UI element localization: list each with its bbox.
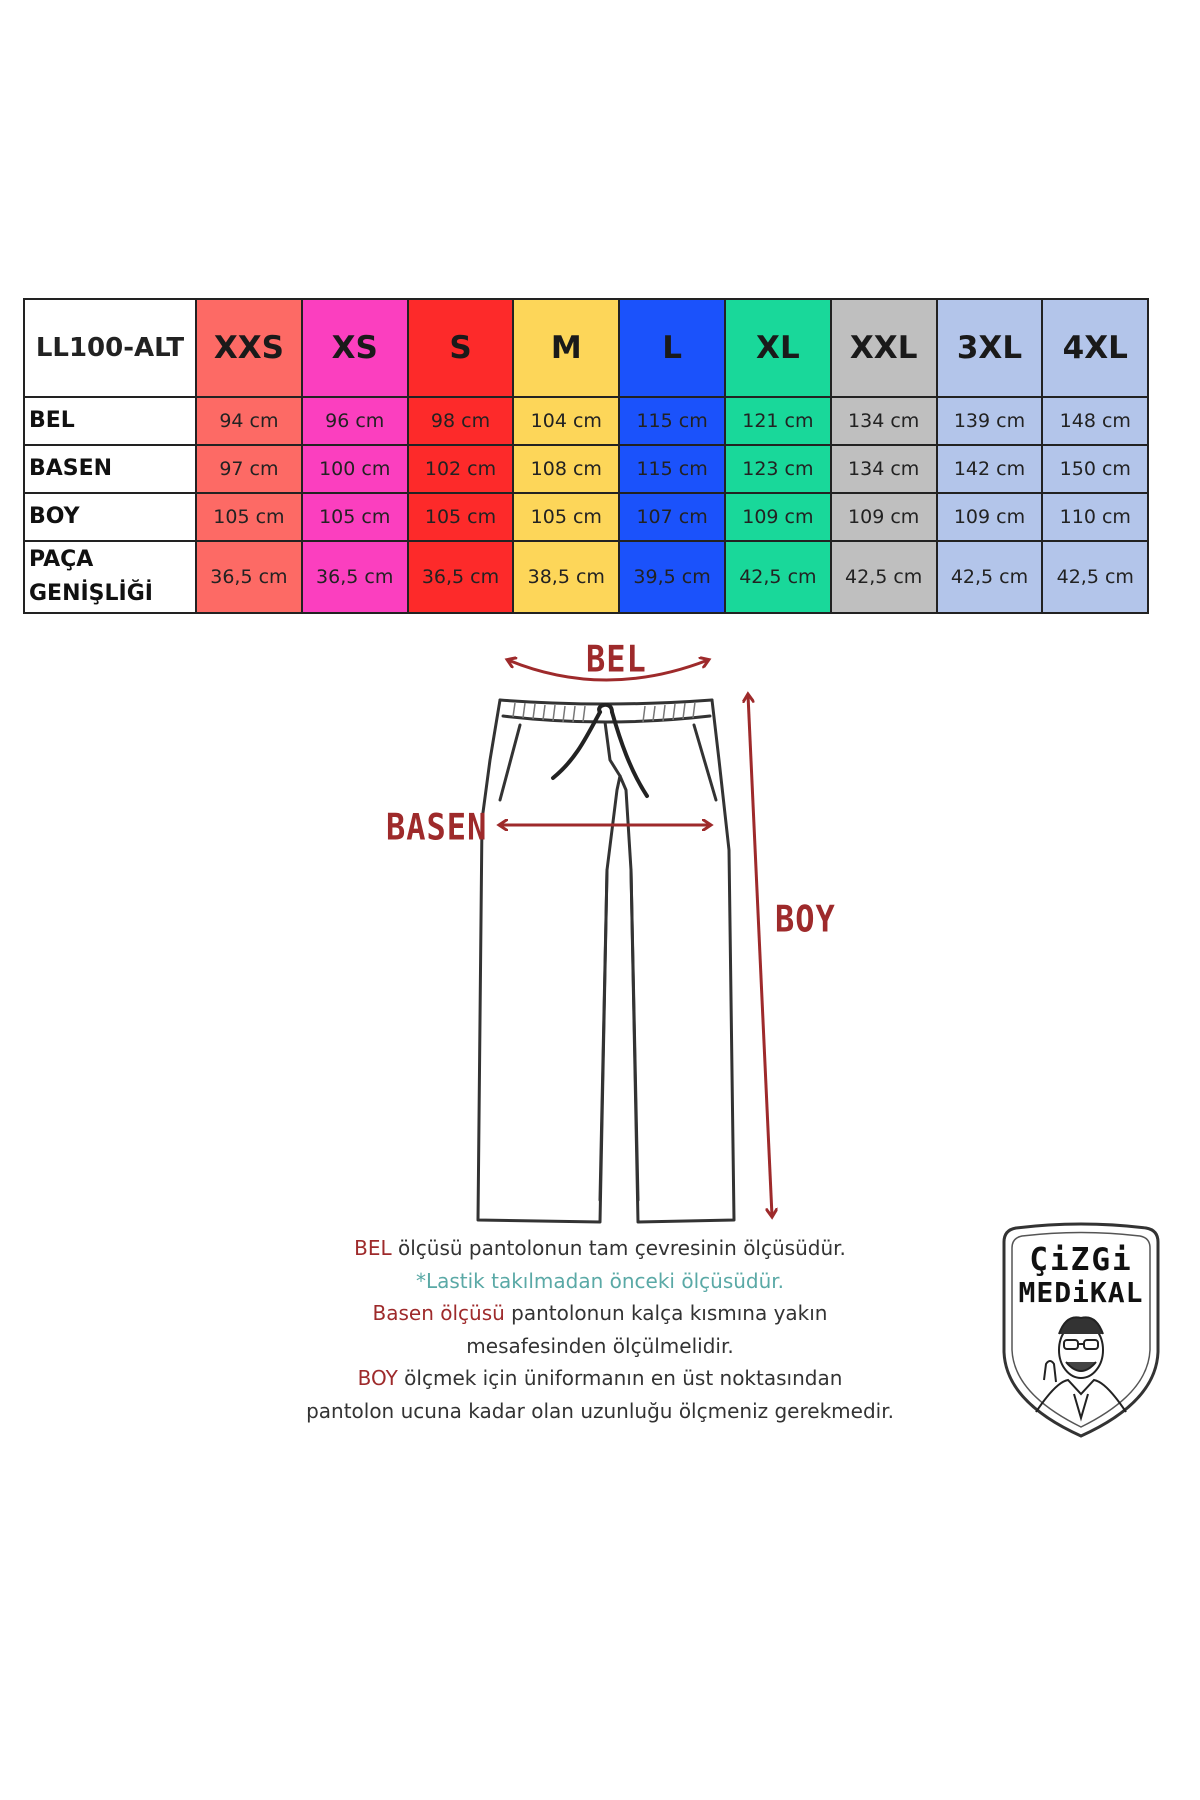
table-cell: 42,5 cm (937, 541, 1043, 613)
size-chart-table (23, 298, 1149, 614)
note-line-3 (200, 1297, 1000, 1330)
table-cell: 105 cm (513, 493, 619, 541)
basen-label: BASEN (386, 805, 488, 849)
table-cell: 42,5 cm (1042, 541, 1148, 613)
note-line-4: mesafesinden ölçülmelidir. (466, 1333, 734, 1358)
logo-text-line2: MEDiKAL (1018, 1276, 1144, 1309)
table-row-bel (24, 397, 1148, 445)
left-pocket (500, 725, 520, 800)
table-cell: 134 cm (831, 445, 937, 493)
size-header-s: S (408, 299, 514, 397)
table-cell: 42,5 cm (725, 541, 831, 613)
boy-label: BOY (775, 897, 836, 941)
table-cell: 139 cm (937, 397, 1043, 445)
table-cell: 36,5 cm (302, 541, 408, 613)
pants-outline (478, 700, 734, 1222)
table-cell: 150 cm (1042, 445, 1148, 493)
note-line-1 (200, 1232, 1000, 1265)
pants-right-leg (620, 700, 734, 1222)
table-row-paca-genisligi (24, 541, 1148, 613)
note-line-1-text: ölçüsü pantolonun tam çevresinin ölçüsüdür. (391, 1236, 846, 1260)
pants-left-leg (478, 700, 620, 1222)
table-row-basen (24, 445, 1148, 493)
table-cell: 142 cm (937, 445, 1043, 493)
table-cell: 100 cm (302, 445, 408, 493)
waistband-bottom (503, 716, 710, 722)
table-cell: 109 cm (831, 493, 937, 541)
table-cell: 109 cm (937, 493, 1043, 541)
table-cell: 42,5 cm (831, 541, 937, 613)
size-header-xs: XS (302, 299, 408, 397)
size-header-xl: XL (725, 299, 831, 397)
note-line-2: *Lastik takılmadan önceki ölçüsüdür. (415, 1268, 785, 1293)
row-label-boy: BOY (24, 493, 196, 541)
table-cell: 36,5 cm (408, 541, 514, 613)
measurement-notes (200, 1232, 1000, 1427)
table-cell: 115 cm (619, 397, 725, 445)
row-label-line2: GENİŞLİĞİ (29, 581, 153, 606)
table-cell: 105 cm (196, 493, 302, 541)
waistband-top (500, 700, 712, 704)
size-header-4xl: 4XL (1042, 299, 1148, 397)
note-basen-keyword: Basen ölçüsü (372, 1301, 505, 1325)
table-cell: 108 cm (513, 445, 619, 493)
table-cell: 107 cm (619, 493, 725, 541)
drawstring (553, 705, 647, 796)
table-cell: 105 cm (408, 493, 514, 541)
table-cell: 121 cm (725, 397, 831, 445)
size-header-xxs: XXS (196, 299, 302, 397)
note-line-6: pantolon ucuna kadar olan uzunluğu ölçmeniz gerekmedir. (306, 1398, 894, 1423)
table-cell: 109 cm (725, 493, 831, 541)
table-cell: 123 cm (725, 445, 831, 493)
logo-text-line1: ÇiZGi (1029, 1242, 1133, 1278)
table-cell: 105 cm (302, 493, 408, 541)
row-label-bel: BEL (24, 397, 196, 445)
model-code: LL100-ALT (24, 299, 196, 397)
left-inseam (600, 870, 607, 1200)
table-cell: 97 cm (196, 445, 302, 493)
brand-logo (996, 1222, 1166, 1440)
bel-label: BEL (586, 637, 647, 681)
table-cell: 115 cm (619, 445, 725, 493)
table-cell: 36,5 cm (196, 541, 302, 613)
right-pocket (694, 725, 716, 800)
table-cell: 39,5 cm (619, 541, 725, 613)
boy-arrow (748, 695, 772, 1216)
right-inseam (631, 870, 638, 1200)
note-line-5 (200, 1362, 1000, 1395)
table-cell: 102 cm (408, 445, 514, 493)
size-header-3xl: 3XL (937, 299, 1043, 397)
table-cell: 96 cm (302, 397, 408, 445)
table-cell: 38,5 cm (513, 541, 619, 613)
note-bel-keyword: BEL (354, 1236, 392, 1260)
table-cell: 134 cm (831, 397, 937, 445)
note-line-5-text: ölçmek için üniformanın en üst noktasından (397, 1366, 843, 1390)
table-cell: 94 cm (196, 397, 302, 445)
table-row-boy (24, 493, 1148, 541)
table-cell: 104 cm (513, 397, 619, 445)
size-header-xxl: XXL (831, 299, 937, 397)
size-header-row (24, 299, 1148, 397)
crotch-seam (605, 722, 620, 776)
row-label-line1: PAÇA (29, 547, 94, 572)
table-cell: 98 cm (408, 397, 514, 445)
table-cell: 148 cm (1042, 397, 1148, 445)
table-cell: 110 cm (1042, 493, 1148, 541)
row-label-basen: BASEN (24, 445, 196, 493)
row-label-paca-genisligi (24, 541, 196, 613)
note-line-3-text: pantolonun kalça kısmına yakın (504, 1301, 828, 1325)
size-header-l: L (619, 299, 725, 397)
waistband-ribbing (513, 702, 695, 722)
note-boy-keyword: BOY (357, 1366, 398, 1390)
size-header-m: M (513, 299, 619, 397)
